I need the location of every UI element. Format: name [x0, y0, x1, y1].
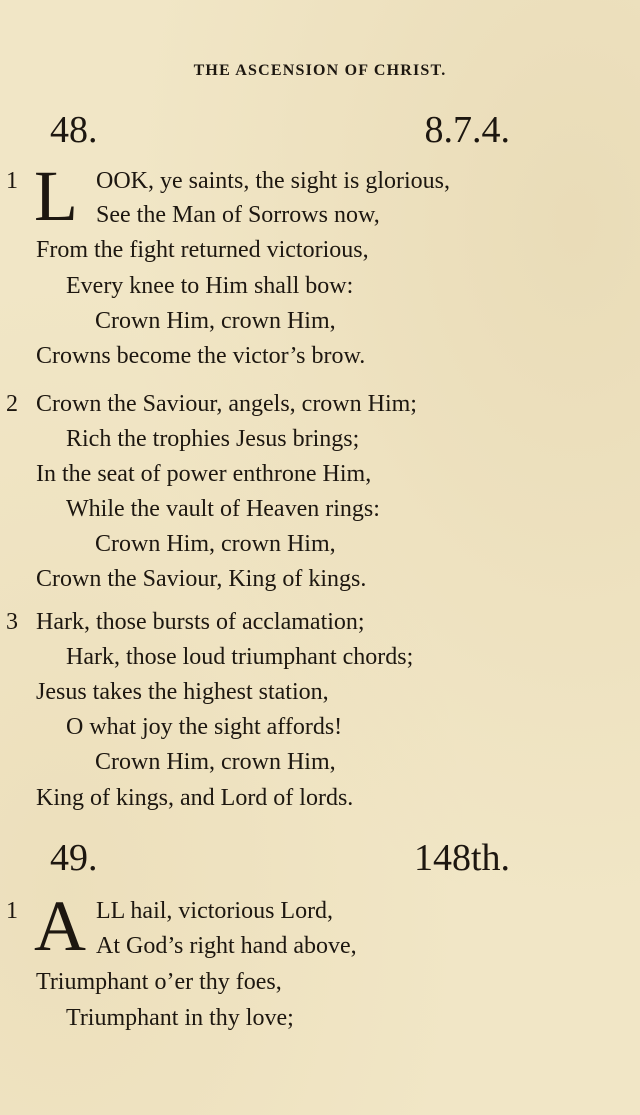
verse-number: 3	[6, 609, 18, 635]
verse-line: Crown the Saviour, angels, crown Him;	[36, 391, 417, 417]
verse-number: 2	[6, 391, 18, 417]
verse-line: Every knee to Him shall bow:	[66, 273, 354, 299]
verse-line: O what joy the sight affords!	[66, 714, 343, 740]
verse-line: Hark, those loud triumphant chords;	[66, 644, 414, 670]
verse-line: Triumphant o’er thy foes,	[36, 969, 282, 995]
hymn-number: 48.	[50, 109, 98, 151]
drop-cap: L	[34, 156, 78, 236]
hymn-48-heading	[0, 108, 640, 156]
drop-cap: A	[34, 886, 86, 966]
verse-line: OOK, ye saints, the sight is glorious,	[96, 168, 450, 194]
hymn-meter: 8.7.4.	[424, 109, 510, 151]
hymn-number: 49.	[50, 837, 98, 879]
verse-line: Crown Him, crown Him,	[95, 531, 336, 557]
verse-line: Crown Him, crown Him,	[95, 749, 336, 775]
verse-line: From the fight returned victorious,	[36, 237, 369, 263]
verse-number: 1	[6, 898, 18, 924]
hymn-meter: 148th.	[413, 837, 510, 879]
running-head: THE ASCENSION OF CHRIST.	[193, 62, 447, 79]
verse-line: Hark, those bursts of acclamation;	[36, 609, 365, 635]
verse-line: At God’s right hand above,	[96, 933, 357, 959]
verse-line: King of kings, and Lord of lords.	[36, 785, 354, 811]
verse-line: While the vault of Heaven rings:	[66, 496, 380, 522]
hymn-49-heading	[0, 836, 640, 884]
verse-line: LL hail, victorious Lord,	[96, 898, 334, 924]
verse-number: 1	[6, 168, 18, 194]
verse-line: Crown Him, crown Him,	[95, 308, 336, 334]
verse-line: In the seat of power enthrone Him,	[36, 461, 372, 487]
verse-line: Jesus takes the highest station,	[36, 679, 329, 705]
verse-line: Triumphant in thy love;	[66, 1005, 294, 1031]
verse-line: Crowns become the victor’s brow.	[36, 343, 366, 369]
verse-line: See the Man of Sorrows now,	[96, 202, 380, 228]
verse-line: Rich the trophies Jesus brings;	[66, 426, 360, 452]
verse-line: Crown the Saviour, King of kings.	[36, 566, 367, 592]
